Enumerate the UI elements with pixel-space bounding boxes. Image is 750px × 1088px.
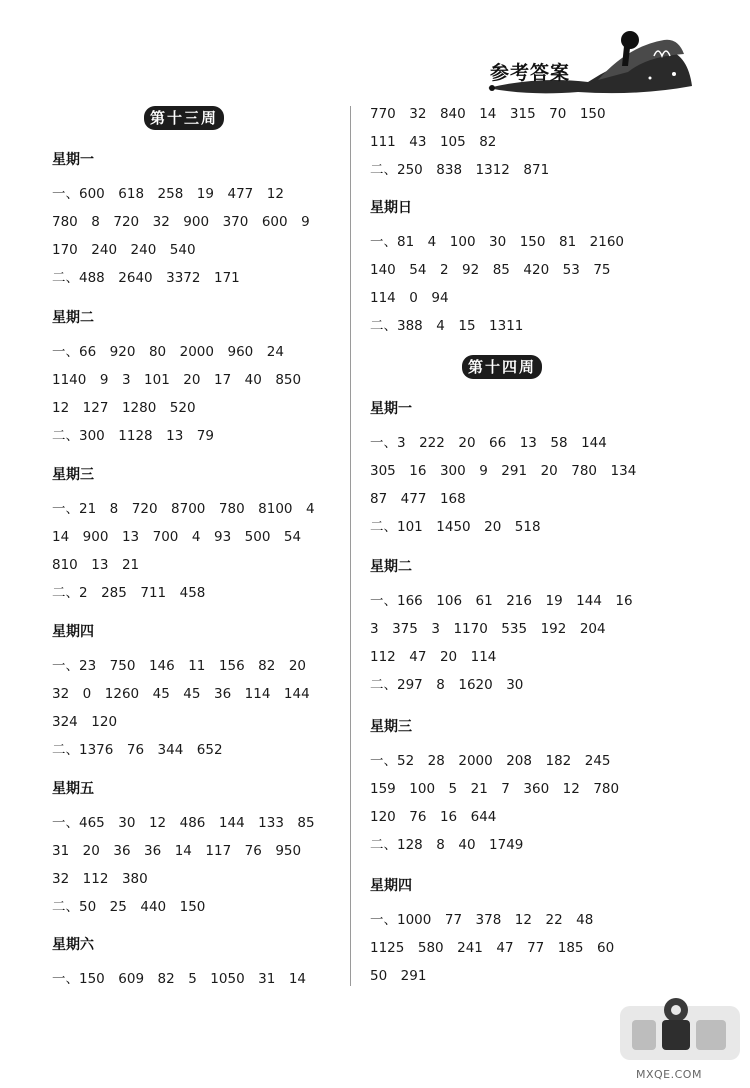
- answer-line: 二、101 1450 20 518: [370, 519, 541, 535]
- answer-line: 32 0 1260 45 45 36 114 144: [52, 686, 310, 702]
- page-header-title: 参考答案: [490, 62, 571, 84]
- answer-line: 二、128 8 40 1749: [370, 837, 524, 853]
- week-14-header: [462, 355, 542, 379]
- answer-line: 12 127 1280 520: [52, 400, 196, 416]
- answer-line: 112 47 20 114: [370, 649, 497, 665]
- answer-line: 50 291: [370, 968, 427, 984]
- answer-line: 一、150 609 82 5 1050 31 14: [52, 971, 307, 987]
- day-section-mon: [52, 150, 310, 288]
- answer-line: 810 13 21: [52, 557, 140, 573]
- week-badge: 第十三周: [144, 106, 224, 130]
- column-divider: [350, 106, 351, 986]
- day-section-tue: [52, 308, 301, 446]
- answer-line: 一、600 618 258 19 477 12: [52, 186, 284, 202]
- day-section-thu: [370, 876, 614, 986]
- day-title: 星期三: [370, 719, 412, 735]
- answer-line: 一、1000 77 378 12 22 48: [370, 912, 594, 928]
- answer-line: 31 20 36 36 14 117 76 950: [52, 843, 302, 859]
- week-badge: 第十四周: [462, 355, 542, 379]
- day-title: 星期二: [370, 559, 412, 575]
- day-title: 星期四: [52, 624, 94, 640]
- answer-line: 二、388 4 15 1311: [370, 318, 524, 334]
- answer-line: 二、250 838 1312 871: [370, 162, 550, 178]
- day-section-sat-continued: [370, 104, 606, 180]
- answer-line: 324 120: [52, 714, 118, 730]
- answer-line: 14 900 13 700 4 93 500 54: [52, 529, 302, 545]
- day-title: 星期一: [52, 152, 94, 168]
- answer-line: 二、50 25 440 150: [52, 899, 206, 915]
- day-title: 星期四: [370, 878, 412, 894]
- day-section-sat: [52, 935, 306, 989]
- answer-line: 170 240 240 540: [52, 242, 196, 258]
- day-section-tue: [370, 557, 633, 695]
- day-section-thu: [52, 622, 310, 760]
- answer-line: 111 43 105 82: [370, 134, 497, 150]
- day-section-sun: [370, 198, 624, 336]
- answer-line: 二、1376 76 344 652: [52, 742, 223, 758]
- answer-line: 一、3 222 20 66 13 58 144: [370, 435, 607, 451]
- day-section-fri: [52, 779, 315, 917]
- answer-line: 一、23 750 146 11 156 82 20: [52, 658, 307, 674]
- answer-line: 780 8 720 32 900 370 600 9: [52, 214, 310, 230]
- answer-line: 1140 9 3 101 20 17 40 850: [52, 372, 302, 388]
- answer-line: 一、66 920 80 2000 960 24: [52, 344, 284, 360]
- day-title: 星期二: [52, 310, 94, 326]
- answer-line: 一、81 4 100 30 150 81 2160: [370, 234, 625, 250]
- day-section-wed: [370, 717, 619, 855]
- day-title: 星期六: [52, 937, 94, 953]
- answer-line: 一、465 30 12 486 144 133 85: [52, 815, 315, 831]
- answer-line: 159 100 5 21 7 360 12 780: [370, 781, 620, 797]
- day-title: 星期日: [370, 200, 412, 216]
- day-title: 星期五: [52, 781, 94, 797]
- day-section-mon: [370, 399, 636, 537]
- answer-line: 二、488 2640 3372 171: [52, 270, 240, 286]
- day-title: 星期一: [370, 401, 412, 417]
- day-title: 星期三: [52, 467, 94, 483]
- answer-line: 87 477 168: [370, 491, 466, 507]
- answer-line: 305 16 300 9 291 20 780 134: [370, 463, 637, 479]
- answer-line: 一、52 28 2000 208 182 245: [370, 753, 611, 769]
- watermark-text: MXQE.COM: [636, 1068, 702, 1081]
- answer-line: 114 0 94: [370, 290, 449, 306]
- answer-line: 二、297 8 1620 30: [370, 677, 524, 693]
- answer-line: 120 76 16 644: [370, 809, 497, 825]
- answer-line: 二、300 1128 13 79: [52, 428, 214, 444]
- answer-line: 770 32 840 14 315 70 150: [370, 106, 606, 122]
- week-13-header: [144, 106, 224, 130]
- answer-line: 二、2 285 711 458: [52, 585, 206, 601]
- answer-line: 32 112 380: [52, 871, 148, 887]
- answer-line: 一、21 8 720 8700 780 8100 4: [52, 501, 315, 517]
- answer-line: 140 54 2 92 85 420 53 75: [370, 262, 611, 278]
- day-section-wed: [52, 465, 315, 603]
- answer-line: 1125 580 241 47 77 185 60: [370, 940, 615, 956]
- answer-line: 一、166 106 61 216 19 144 16: [370, 593, 633, 609]
- answer-line: 3 375 3 1170 535 192 204: [370, 621, 606, 637]
